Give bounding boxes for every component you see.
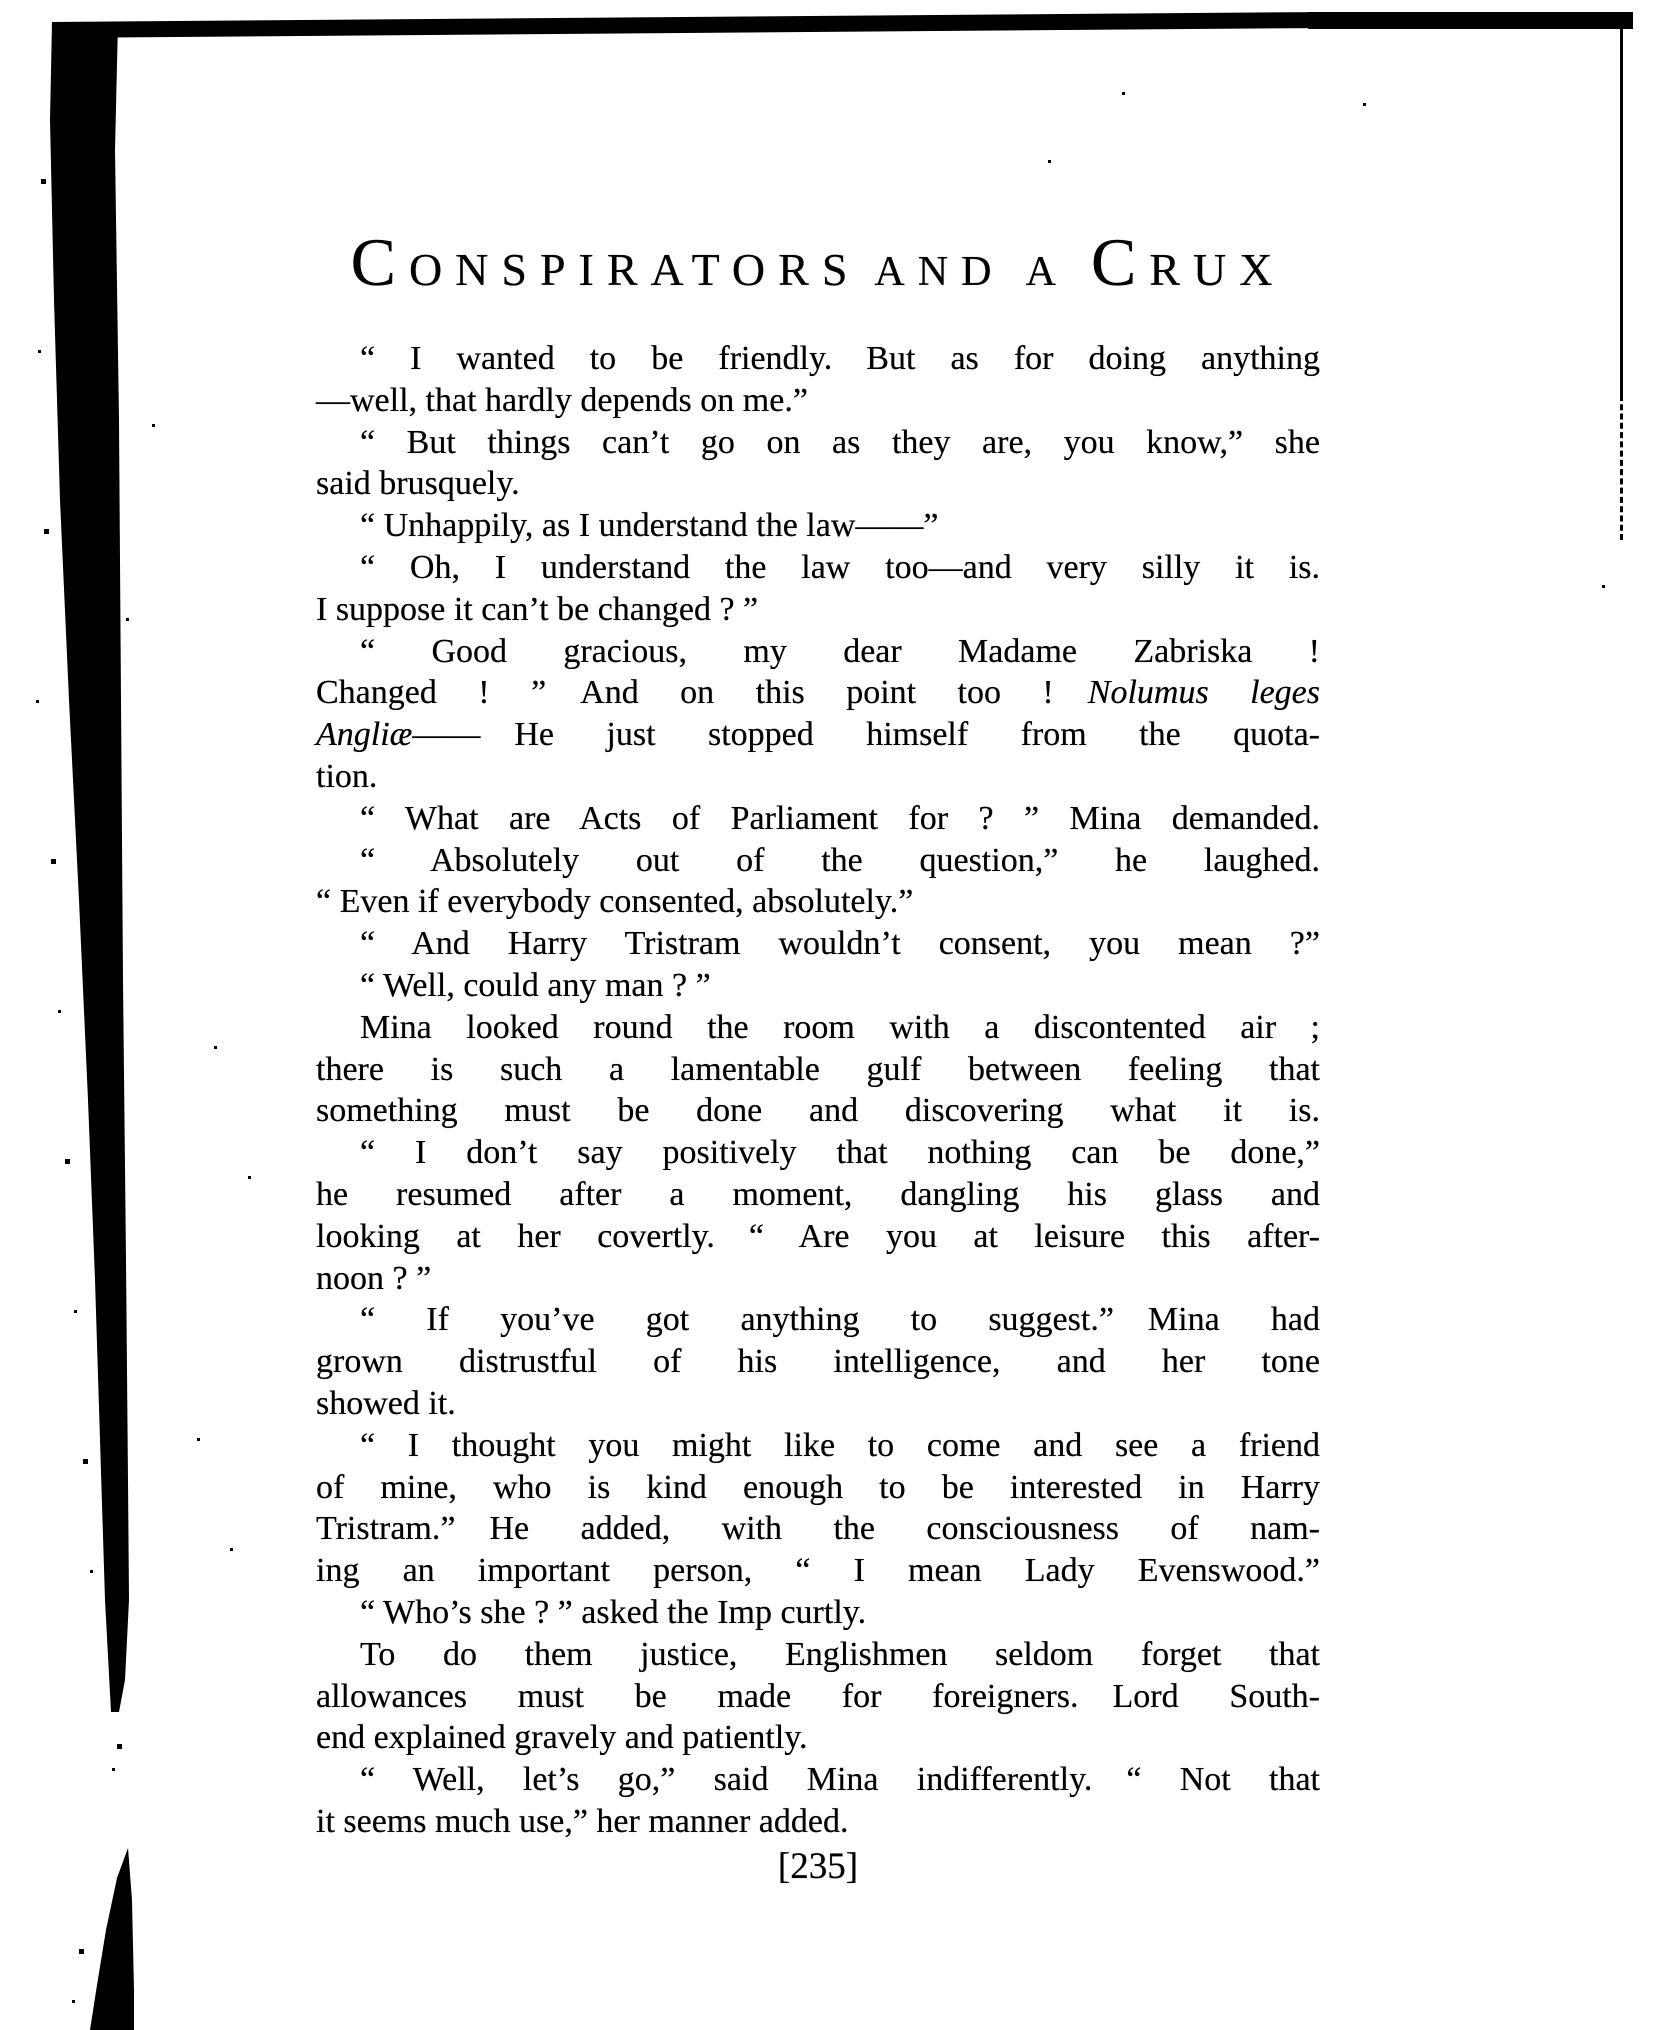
scan-artifact-left-gutter-band-bottom	[60, 1840, 140, 2030]
text-line: allowances must be made for foreigners. Lord South-	[316, 1677, 1320, 1715]
page-title	[316, 224, 1320, 300]
text-line: “ Good gracious, my dear Madame Zabriska !	[360, 632, 1320, 670]
text-line: Changed ! ” And on this point too ! Nolumus leges	[316, 674, 1320, 712]
scan-artifact-left-gutter-band	[20, 20, 140, 1720]
text-line: something must be done and discovering what it is.	[316, 1092, 1320, 1130]
text-line: “ But things can’t go on as they are, you know,” she	[360, 423, 1320, 461]
scan-artifact-speckles	[0, 0, 3, 3]
text-line: end explained gravely and patiently.	[316, 1719, 808, 1757]
text-line: “ What are Acts of Parliament for ? ” Mina demanded.	[360, 799, 1320, 837]
text-line: To do them justice, Englishmen seldom forget that	[360, 1635, 1320, 1673]
text-line: he resumed after a moment, dangling his glass and	[316, 1175, 1320, 1213]
text-line: “ I thought you might like to come and see a friend	[360, 1426, 1320, 1464]
scan-artifact-top-bar-right	[1308, 12, 1633, 29]
text-line: “ Who’s she ? ” asked the Imp curtly.	[360, 1593, 867, 1631]
text-line: looking at her covertly. “ Are you at leisure this after-	[316, 1217, 1320, 1255]
scan-artifact-top-bar	[52, 12, 1316, 38]
text-line: “ Even if everybody consented, absolutely.”	[316, 883, 914, 921]
text-line: “ And Harry Tristram wouldn’t consent, you mean ?”	[360, 925, 1320, 963]
text-line: —well, that hardly depends on me.”	[316, 381, 808, 419]
text-line: “ Well, could any man ? ”	[360, 966, 711, 1004]
page-number: [235]	[777, 1846, 859, 1887]
text-line: I suppose it can’t be changed ? ”	[316, 590, 759, 628]
text-line: grown distrustful of his intelligence, and her tone	[316, 1343, 1320, 1381]
text-line: noon ? ”	[316, 1259, 432, 1297]
text-line: “ If you’ve got anything to suggest.” Mina had	[360, 1301, 1320, 1339]
page-body	[316, 338, 1320, 1843]
text-line: “ Oh, I understand the law too—and very silly it is.	[360, 548, 1320, 586]
text-line: tion.	[316, 757, 378, 795]
scan-artifact-right-edge-line	[1620, 13, 1623, 395]
text-line: there is such a lamentable gulf between feeling that	[316, 1050, 1320, 1088]
text-line: “ Unhappily, as I understand the law——”	[360, 507, 939, 545]
text-line: “ I don’t say positively that nothing can be done,”	[360, 1134, 1320, 1172]
text-line: Mina looked round the room with a discontented air ;	[360, 1008, 1320, 1046]
text-line: Tristram.” He added, with the consciousness of nam-	[316, 1510, 1320, 1548]
scan-artifact-right-edge-dashes	[1620, 395, 1623, 540]
text-line: Angliæ—— He just stopped himself from the quota-	[316, 716, 1320, 754]
text-line: it seems much use,” her manner added.	[316, 1802, 849, 1840]
text-line: “ I wanted to be friendly. But as for doing anything	[360, 340, 1320, 377]
text-line: of mine, who is kind enough to be interested in Harry	[316, 1468, 1320, 1506]
title-word-conspirators: ONSPIRATORS	[408, 244, 861, 295]
text-line: ing an important person, “ I mean Lady Evenswood.”	[316, 1552, 1320, 1590]
title-initial-cap: C	[1090, 224, 1150, 300]
title-word-and-a: AND A	[874, 249, 1069, 295]
title-word-crux: RUX	[1149, 244, 1286, 295]
title-initial-cap: C	[350, 224, 409, 300]
text-line: “ Absolutely out of the question,” he laughed.	[360, 841, 1320, 879]
text-line: “ Well, let’s go,” said Mina indifferently. “ Not that	[360, 1761, 1320, 1799]
text-line: said brusquely.	[316, 465, 520, 503]
text-line: showed it.	[316, 1384, 456, 1422]
